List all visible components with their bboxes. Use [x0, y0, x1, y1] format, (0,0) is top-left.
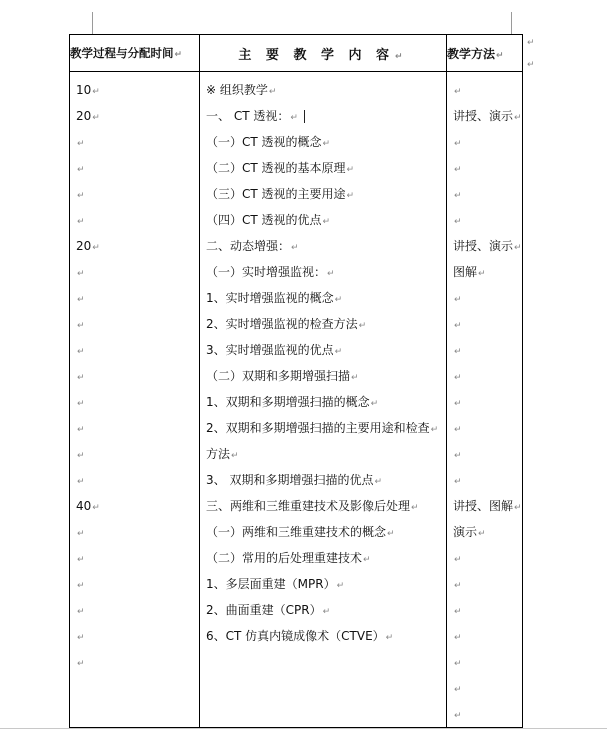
- paragraph-mark-icon: ↵: [322, 139, 331, 149]
- paragraph-mark-icon: ↵: [514, 503, 522, 513]
- method-line: [447, 675, 522, 701]
- content-line-text: 1、实时增强监视的概念: [206, 291, 334, 305]
- content-line: [200, 207, 446, 233]
- paragraph-mark-icon: ↵: [454, 425, 462, 435]
- content-line-text: （一）CT 透视的概念: [206, 135, 322, 149]
- method-line: [447, 701, 522, 727]
- paragraph-mark-icon: ↵: [454, 451, 462, 461]
- time-line: [70, 467, 199, 493]
- paragraph-mark-icon: ↵: [454, 321, 462, 331]
- content-line-text: 6、CT 仿真内镜成像术（CTVE）: [206, 629, 385, 643]
- method-line-text: 图解: [453, 265, 478, 279]
- method-line-text: 讲授、图解: [453, 499, 514, 513]
- paragraph-mark-icon: ↵: [374, 477, 382, 487]
- method-line: [447, 155, 522, 181]
- paragraph-mark-icon: ↵: [77, 165, 85, 175]
- method-line: [447, 623, 522, 649]
- content-line-text: （一）实时增强监视：: [206, 265, 327, 279]
- content-line: [200, 597, 446, 623]
- time-line: [70, 623, 199, 649]
- time-line: [70, 129, 199, 155]
- paragraph-mark-icon: ↵: [454, 217, 462, 227]
- paragraph-mark-icon: ↵: [322, 217, 331, 227]
- paragraph-mark-icon: ↵: [430, 425, 439, 435]
- method-line: [447, 337, 522, 363]
- method-line: [447, 129, 522, 155]
- content-line-text: 2、实时增强监视的检查方法: [206, 317, 358, 331]
- time-line-text: 40: [76, 499, 92, 513]
- time-line: [70, 389, 199, 415]
- paragraph-mark-icon: ↵: [77, 529, 85, 539]
- row-end-mark-icon: ↵: [527, 38, 535, 48]
- paragraph-mark-icon: ↵: [77, 295, 85, 305]
- content-line-text: （一）两维和三维重建技术的概念: [206, 525, 387, 539]
- content-line-text: （四）CT 透视的优点: [206, 213, 322, 227]
- content-line: [200, 493, 446, 519]
- paragraph-mark-icon: ↵: [454, 581, 462, 591]
- method-line: [447, 415, 522, 441]
- method-line: [447, 77, 522, 103]
- paragraph-mark-icon: ↵: [77, 451, 85, 461]
- time-line-text: 10: [76, 83, 92, 97]
- paragraph-mark-icon: ↵: [77, 477, 85, 487]
- paragraph-mark-icon: ↵: [77, 555, 85, 565]
- paragraph-mark-icon: ↵: [231, 451, 239, 461]
- content-line-text: 一、 CT 透视：: [206, 109, 290, 123]
- paragraph-mark-icon: ↵: [351, 373, 359, 383]
- table-header-row: [70, 35, 523, 72]
- page-corner-mark-right: [511, 12, 512, 34]
- paragraph-mark-icon: ↵: [454, 139, 462, 149]
- content-line: [200, 389, 446, 415]
- paragraph-mark-icon: ↵: [92, 243, 100, 253]
- content-line-text: （二）常用的后处理重建技术: [206, 551, 363, 565]
- paragraph-mark-icon: ↵: [77, 633, 85, 643]
- method-line: [447, 233, 522, 259]
- paragraph-mark-icon: ↵: [454, 373, 462, 383]
- lesson-plan-table: [69, 34, 523, 728]
- content-line-text: 2、曲面重建（CPR）: [206, 603, 322, 617]
- paragraph-mark-icon: ↵: [454, 295, 462, 305]
- method-line: [447, 207, 522, 233]
- time-line: [70, 363, 199, 389]
- paragraph-mark-icon: ↵: [77, 581, 85, 591]
- paragraph-mark-icon: ↵: [478, 529, 486, 539]
- paragraph-mark-icon: ↵: [454, 347, 462, 357]
- content-line: [200, 363, 446, 389]
- paragraph-mark-icon: ↵: [77, 347, 85, 357]
- time-line: [70, 493, 199, 519]
- time-line: [70, 441, 199, 467]
- header-method-label: 教学方法: [447, 46, 496, 61]
- method-line: [447, 103, 522, 129]
- content-line-text: 3、 双期和多期增强扫描的优点: [206, 473, 374, 487]
- time-line: [70, 597, 199, 623]
- method-line-text: 讲授、演示: [453, 109, 514, 123]
- content-line: [200, 77, 446, 103]
- paragraph-mark-icon: ↵: [454, 191, 462, 201]
- time-line: [70, 415, 199, 441]
- content-line: [200, 285, 446, 311]
- time-line-text: 20: [76, 239, 92, 253]
- content-line: [200, 571, 446, 597]
- time-line: [70, 103, 199, 129]
- page-corner-mark-left: [92, 12, 93, 34]
- content-line-text: （三）CT 透视的主要用途: [206, 187, 346, 201]
- method-line: [447, 285, 522, 311]
- content-line: [200, 129, 446, 155]
- time-line: [70, 571, 199, 597]
- content-cell[interactable]: [200, 72, 447, 728]
- paragraph-mark-icon: ↵: [454, 607, 462, 617]
- paragraph-mark-icon: ↵: [514, 243, 522, 253]
- content-line-text: 二、动态增强：: [206, 239, 291, 253]
- paragraph-mark-icon: ↵: [454, 87, 462, 97]
- content-line: [200, 415, 446, 441]
- content-line: [200, 155, 446, 181]
- content-line-text: 3、实时增强监视的优点: [206, 343, 334, 357]
- content-line: [200, 337, 446, 363]
- paragraph-mark-icon: ↵: [454, 659, 462, 669]
- time-line-text: 20: [76, 109, 92, 123]
- method-line-text: 讲授、演示: [453, 239, 514, 253]
- content-line: [200, 311, 446, 337]
- paragraph-mark-icon: ↵: [77, 269, 85, 279]
- content-line: [200, 103, 446, 129]
- paragraph-mark-icon: ↵: [77, 607, 85, 617]
- method-cell[interactable]: [447, 72, 523, 728]
- paragraph-mark-icon: ↵: [358, 321, 367, 331]
- header-content-label: 主 要 教 学 内 容: [238, 47, 395, 63]
- method-line: [447, 363, 522, 389]
- method-line: [447, 181, 522, 207]
- row-end-mark-icon: ↵: [527, 60, 535, 70]
- time-line: [70, 285, 199, 311]
- paragraph-mark-icon: ↵: [77, 373, 85, 383]
- paragraph-mark-icon: ↵: [334, 347, 343, 357]
- method-line: [447, 311, 522, 337]
- time-line: [70, 649, 199, 675]
- method-line: [447, 493, 522, 519]
- content-line: [200, 233, 446, 259]
- paragraph-mark-icon: ↵: [496, 50, 504, 61]
- header-content[interactable]: [200, 35, 447, 72]
- paragraph-mark-icon: ↵: [290, 113, 298, 123]
- header-time-label: 教学过程与分配时间: [70, 46, 174, 60]
- method-line-text: 演示: [453, 525, 478, 539]
- paragraph-mark-icon: ↵: [454, 399, 462, 409]
- paragraph-mark-icon: ↵: [92, 87, 100, 97]
- method-line: [447, 571, 522, 597]
- time-line: [70, 155, 199, 181]
- paragraph-mark-icon: ↵: [395, 51, 408, 62]
- paragraph-mark-icon: ↵: [77, 659, 85, 669]
- paragraph-mark-icon: ↵: [268, 87, 277, 97]
- time-line: [70, 77, 199, 103]
- paragraph-mark-icon: ↵: [77, 321, 85, 331]
- method-line: [447, 259, 522, 285]
- time-line: [70, 233, 199, 259]
- paragraph-mark-icon: ↵: [77, 425, 85, 435]
- content-line-text: 1、多层面重建（MPR）: [206, 577, 336, 591]
- method-line: [447, 649, 522, 675]
- paragraph-mark-icon: ↵: [387, 529, 395, 539]
- paragraph-mark-icon: ↵: [327, 269, 335, 279]
- paragraph-mark-icon: ↵: [454, 555, 462, 565]
- paragraph-mark-icon: ↵: [77, 191, 85, 201]
- paragraph-mark-icon: ↵: [334, 295, 343, 305]
- time-line: [70, 311, 199, 337]
- paragraph-mark-icon: ↵: [92, 113, 100, 123]
- content-line-text: ※ 组织教学: [206, 83, 268, 97]
- method-line: [447, 597, 522, 623]
- content-line-text: （二）CT 透视的基本原理: [206, 161, 346, 175]
- content-line: [200, 623, 446, 649]
- time-line: [70, 207, 199, 233]
- time-line: [70, 337, 199, 363]
- paragraph-mark-icon: ↵: [514, 113, 522, 123]
- paragraph-mark-icon: ↵: [346, 165, 355, 175]
- content-line-text: 方法: [206, 447, 231, 461]
- header-time[interactable]: [70, 35, 200, 72]
- time-line: [70, 545, 199, 571]
- paragraph-mark-icon: ↵: [454, 477, 462, 487]
- paragraph-mark-icon: ↵: [336, 581, 345, 591]
- paragraph-mark-icon: ↵: [291, 243, 299, 253]
- text-cursor-icon: [304, 110, 305, 123]
- paragraph-mark-icon: ↵: [454, 711, 462, 721]
- paragraph-mark-icon: ↵: [92, 503, 100, 513]
- content-line: [200, 519, 446, 545]
- paragraph-mark-icon: ↵: [478, 269, 486, 279]
- page-bottom-edge: [0, 728, 607, 729]
- time-line: [70, 259, 199, 285]
- paragraph-mark-icon: ↵: [346, 191, 355, 201]
- paragraph-mark-icon: ↵: [77, 139, 85, 149]
- paragraph-mark-icon: ↵: [322, 607, 331, 617]
- time-line: [70, 181, 199, 207]
- content-line: [200, 467, 446, 493]
- method-line: [447, 441, 522, 467]
- method-line: [447, 389, 522, 415]
- content-line: [200, 545, 446, 571]
- paragraph-mark-icon: ↵: [385, 633, 394, 643]
- paragraph-mark-icon: ↵: [454, 165, 462, 175]
- content-line-text: 三、两维和三维重建技术及影像后处理: [206, 499, 411, 513]
- time-line: [70, 519, 199, 545]
- method-line: [447, 519, 522, 545]
- paragraph-mark-icon: ↵: [411, 503, 419, 513]
- paragraph-mark-icon: ↵: [174, 50, 183, 60]
- content-line: [200, 259, 446, 285]
- content-line: [200, 181, 446, 207]
- paragraph-mark-icon: ↵: [77, 399, 85, 409]
- paragraph-mark-icon: ↵: [77, 217, 85, 227]
- paragraph-mark-icon: ↵: [370, 399, 379, 409]
- paragraph-mark-icon: ↵: [363, 555, 371, 565]
- table-body-row: [70, 72, 523, 728]
- content-line-text: （二）双期和多期增强扫描: [206, 369, 351, 383]
- method-line: [447, 545, 522, 571]
- paragraph-mark-icon: ↵: [454, 685, 462, 695]
- paragraph-mark-icon: ↵: [454, 633, 462, 643]
- header-method[interactable]: [447, 35, 523, 72]
- time-cell[interactable]: [70, 72, 200, 728]
- content-line: [200, 441, 446, 467]
- content-line-text: 1、双期和多期增强扫描的概念: [206, 395, 370, 409]
- content-line-text: 2、双期和多期增强扫描的主要用途和检查: [206, 421, 430, 435]
- method-line: [447, 467, 522, 493]
